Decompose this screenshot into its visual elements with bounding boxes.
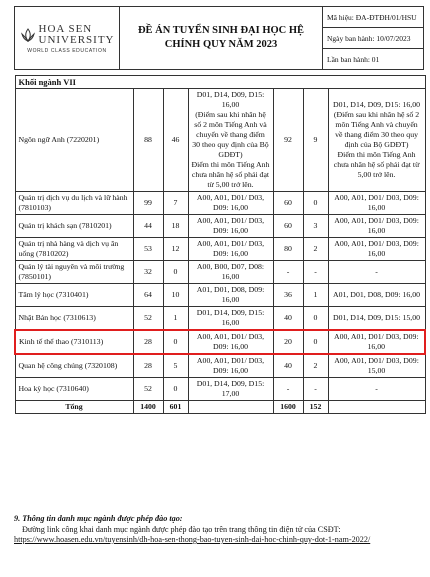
section-title: Khối ngành VII bbox=[15, 76, 425, 89]
count-cell: 1 bbox=[163, 307, 188, 331]
count-cell: 0 bbox=[303, 307, 328, 331]
table-row bbox=[15, 284, 425, 307]
combination-score-cell: A00, B00, D07, D08: 16,00 bbox=[188, 261, 273, 284]
total-label: Tổng bbox=[15, 401, 133, 414]
total-value: 1600 bbox=[273, 401, 303, 414]
quota-cell: 88 bbox=[133, 89, 163, 192]
quota-cell: - bbox=[273, 378, 303, 401]
program-name-cell: Nhật Bản học (7310613) bbox=[15, 307, 133, 331]
combination-score-cell: D01, D14, D09, D15: 16,00 bbox=[188, 307, 273, 331]
combination-score-cell: A00, A01, D01/ D03, D09: 16,00 bbox=[328, 238, 425, 261]
count-cell: 0 bbox=[163, 330, 188, 354]
program-name-cell: Ngôn ngữ Anh (7220201) bbox=[15, 89, 133, 192]
count-cell: 7 bbox=[163, 192, 188, 215]
university-logo bbox=[15, 7, 120, 69]
count-cell: 18 bbox=[163, 215, 188, 238]
combination-score-cell: A00, A01, D01/ D03, D09: 16,00 bbox=[188, 330, 273, 354]
count-cell: 3 bbox=[303, 215, 328, 238]
document-header bbox=[14, 6, 424, 70]
quota-cell: 52 bbox=[133, 378, 163, 401]
combination-score-cell: D01, D14, D09, D15: 16,00 (Điểm sau khi nhân hệ số 2 môn Tiếng Anh và chuyển về thang điểm 30 theo quy định của Bộ GDĐT) Điểm thi môn Tiếng Anh chưa nhân hệ số phải đạt từ 5,00 trở lên. bbox=[188, 89, 273, 192]
count-cell: 1 bbox=[303, 284, 328, 307]
program-name-cell: Quản trị dịch vụ du lịch và lữ hành (7810103) bbox=[15, 192, 133, 215]
combination-score-cell: A00, A01, D01/ D03, D09: 16,00 bbox=[188, 192, 273, 215]
combination-score-cell: D01, D14, D09, D15: 17,00 bbox=[188, 378, 273, 401]
quota-cell: - bbox=[273, 261, 303, 284]
note-text: Đường link công khai danh mục ngành được phép đào tạo trên trang thông tin điện tử của CSĐT: bbox=[22, 524, 341, 534]
combination-score-cell: D01, D14, D09, D15: 16,00 (Điểm sau khi nhân hệ số 2 môn Tiếng Anh và chuyển về thang điểm 30 theo quy định của Bộ GDĐT) Điểm thi môn Tiếng Anh chưa nhân hệ số phải đạt từ 5,00 trở lên. bbox=[328, 89, 425, 192]
table-row bbox=[15, 192, 425, 215]
table-row bbox=[15, 330, 425, 354]
quota-cell: 32 bbox=[133, 261, 163, 284]
table-row bbox=[15, 89, 425, 192]
note-heading: 9. Thông tin danh mục ngành được phép đào tạo: bbox=[14, 514, 183, 523]
table-row bbox=[15, 238, 425, 261]
quota-cell: 44 bbox=[133, 215, 163, 238]
count-cell: 2 bbox=[303, 238, 328, 261]
quota-cell: 80 bbox=[273, 238, 303, 261]
combination-score-cell: - bbox=[328, 378, 425, 401]
count-cell: 2 bbox=[303, 354, 328, 378]
quota-cell: 99 bbox=[133, 192, 163, 215]
admission-table bbox=[14, 75, 426, 414]
table-row bbox=[15, 261, 425, 284]
quota-cell: 36 bbox=[273, 284, 303, 307]
count-cell: 5 bbox=[163, 354, 188, 378]
quota-cell: 60 bbox=[273, 192, 303, 215]
count-cell: 10 bbox=[163, 284, 188, 307]
table-row bbox=[15, 354, 425, 378]
document-title: ĐỀ ÁN TUYỂN SINH ĐẠI HỌC HỆ CHÍNH QUY NĂM 2023 bbox=[120, 7, 323, 69]
count-cell: 0 bbox=[303, 330, 328, 354]
quota-cell: 40 bbox=[273, 307, 303, 331]
program-name-cell: Quản lý tài nguyên và môi trường (7850101) bbox=[15, 261, 133, 284]
combination-score-cell: A00, A01, D01/ D03, D09: 16,00 bbox=[328, 192, 425, 215]
logo-brand-line2: UNIVERSITY bbox=[38, 34, 115, 46]
issue-edition: Lần ban hành: 01 bbox=[327, 54, 380, 64]
program-name-cell: Tâm lý học (7310401) bbox=[15, 284, 133, 307]
quota-cell: 53 bbox=[133, 238, 163, 261]
empty-cell bbox=[328, 401, 425, 414]
combination-score-cell: A00, A01, D01/ D03, D09: 16,00 bbox=[188, 238, 273, 261]
combination-score-cell: D01, D14, D09, D15: 15,00 bbox=[328, 307, 425, 331]
combination-score-cell: - bbox=[328, 261, 425, 284]
combination-score-cell: A00, A01, D01/ D03, D09: 16,00 bbox=[328, 215, 425, 238]
empty-cell bbox=[188, 401, 273, 414]
count-cell: 0 bbox=[163, 378, 188, 401]
count-cell: - bbox=[303, 378, 328, 401]
document-code: Mã hiệu: ĐA-ĐTĐH/01/HSU bbox=[323, 7, 423, 28]
quota-cell: 40 bbox=[273, 354, 303, 378]
combination-score-cell: A00, A01, D01/ D03, D09: 15,00 bbox=[328, 354, 425, 378]
quota-cell: 28 bbox=[133, 330, 163, 354]
program-name-cell: Quản trị nhà hàng và dịch vụ ăn uống (7810202) bbox=[15, 238, 133, 261]
table-row bbox=[15, 215, 425, 238]
quota-cell: 92 bbox=[273, 89, 303, 192]
count-cell: - bbox=[303, 261, 328, 284]
combination-score-cell: A01, D01, D08, D09: 16,00 bbox=[328, 284, 425, 307]
total-value: 601 bbox=[163, 401, 188, 414]
quota-cell: 60 bbox=[273, 215, 303, 238]
combination-score-cell: A00, A01, D01/ D03, D09: 16,00 bbox=[188, 215, 273, 238]
program-name-cell: Hoa kỳ học (7310640) bbox=[15, 378, 133, 401]
count-cell: 0 bbox=[303, 192, 328, 215]
combination-score-cell: A00, A01, D01/ D03, D09: 16,00 bbox=[328, 330, 425, 354]
total-value: 1400 bbox=[133, 401, 163, 414]
logo-brand-line1: HOA SEN bbox=[38, 23, 93, 35]
quota-cell: 64 bbox=[133, 284, 163, 307]
count-cell: 12 bbox=[163, 238, 188, 261]
total-row bbox=[15, 401, 425, 414]
table-row bbox=[15, 378, 425, 401]
program-name-cell: Quản trị khách sạn (7810201) bbox=[15, 215, 133, 238]
program-name-cell: Quan hệ công chúng (7320108) bbox=[15, 354, 133, 378]
table-row bbox=[15, 307, 425, 331]
quota-cell: 20 bbox=[273, 330, 303, 354]
total-value: 152 bbox=[303, 401, 328, 414]
quota-cell: 52 bbox=[133, 307, 163, 331]
logo-tagline: WORLD CLASS EDUCATION bbox=[27, 48, 107, 54]
document-meta bbox=[323, 7, 423, 69]
issue-date: Ngày ban hành: 10/07/2023 bbox=[323, 28, 423, 49]
combination-score-cell: A00, A01, D01/ D03, D09: 16,00 bbox=[188, 354, 273, 378]
program-name-cell: Kinh tế thể thao (7310113) bbox=[15, 330, 133, 354]
quota-cell: 28 bbox=[133, 354, 163, 378]
count-cell: 0 bbox=[163, 261, 188, 284]
count-cell: 46 bbox=[163, 89, 188, 192]
section-note bbox=[14, 514, 426, 546]
combination-score-cell: A01, D01, D08, D09: 16,00 bbox=[188, 284, 273, 307]
lotus-icon bbox=[20, 27, 36, 43]
note-link[interactable]: https://www.hoasen.edu.vn/tuyensinh/dh-hoa-sen-thong-bao-tuyen-sinh-dai-hoc-chinh-quy-dot-1-nam-2022/ bbox=[14, 535, 371, 544]
count-cell: 9 bbox=[303, 89, 328, 192]
